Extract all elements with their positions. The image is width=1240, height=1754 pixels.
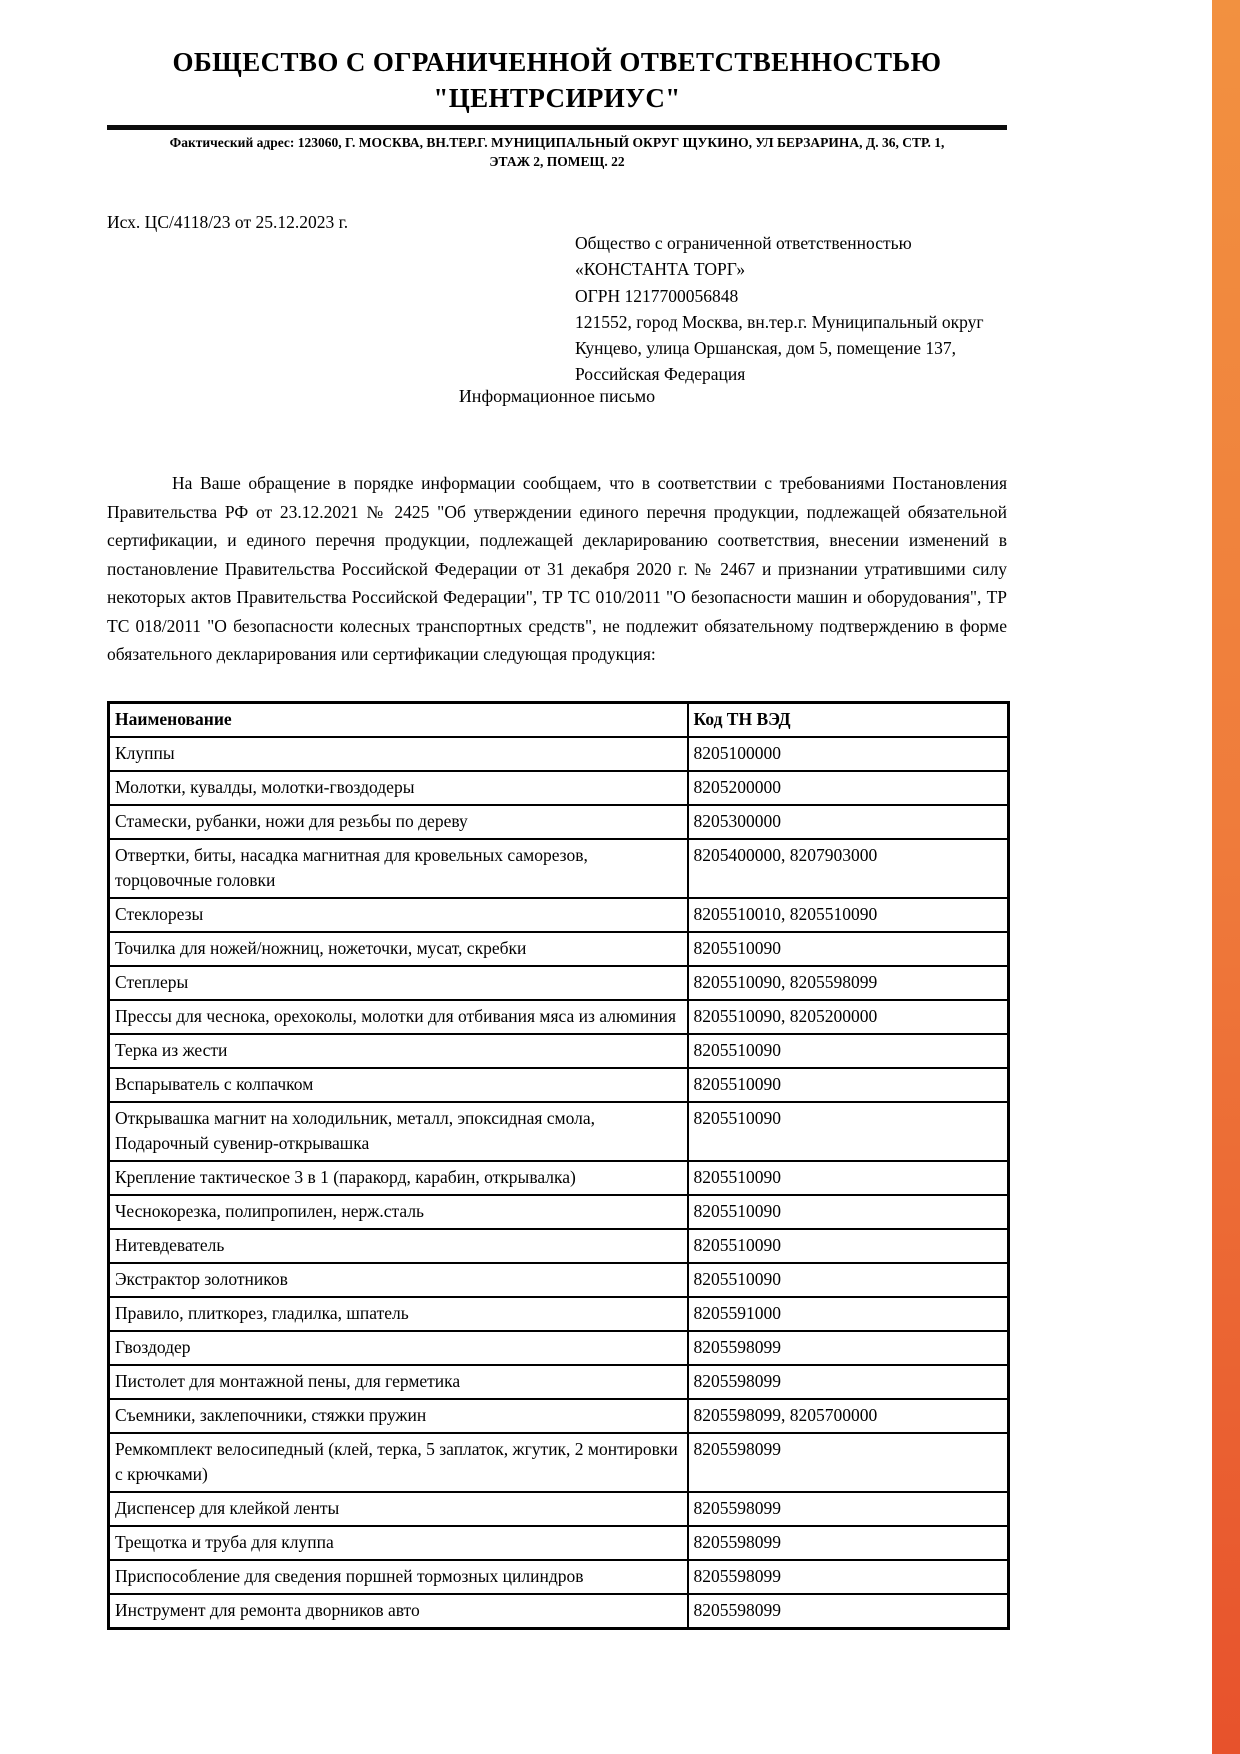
- table-row: [109, 1526, 1009, 1560]
- outgoing-reference: Исх. ЦС/4118/23 от 25.12.2023 г.: [107, 212, 349, 232]
- product-name-cell: Стамески, рубанки, ножи для резьбы по дереву: [109, 805, 688, 839]
- table-row: [109, 1560, 1009, 1594]
- table-row: [109, 805, 1009, 839]
- product-code-cell: 8205100000: [688, 737, 1009, 771]
- header-divider: [107, 125, 1007, 130]
- product-name-cell: Съемники, заклепочники, стяжки пружин: [109, 1399, 688, 1433]
- product-code-cell: 8205510090: [688, 932, 1009, 966]
- product-code-cell: 8205300000: [688, 805, 1009, 839]
- table-row: [109, 1433, 1009, 1492]
- product-name-cell: Вспарыватель с колпачком: [109, 1068, 688, 1102]
- product-code-cell: 8205510090, 8205200000: [688, 1000, 1009, 1034]
- product-code-cell: 8205598099, 8205700000: [688, 1399, 1009, 1433]
- product-code-cell: 8205510090: [688, 1161, 1009, 1195]
- product-code-cell: 8205598099: [688, 1526, 1009, 1560]
- product-name-cell: Трещотка и труба для клуппа: [109, 1526, 688, 1560]
- table-row: [109, 1229, 1009, 1263]
- product-name-cell: Открывашка магнит на холодильник, металл, эпоксидная смола, Подарочный сувенир-открывашка: [109, 1102, 688, 1161]
- product-code-cell: 8205510090: [688, 1263, 1009, 1297]
- table-row: [109, 1000, 1009, 1034]
- recipient-line: 121552, город Москва, вн.тер.г. Муниципальный округ: [575, 311, 984, 332]
- product-name-cell: Пистолет для монтажной пены, для герметика: [109, 1365, 688, 1399]
- product-name-cell: Ремкомплект велосипедный (клей, терка, 5 заплаток, жгутик, 2 монтировки с крючками): [109, 1433, 688, 1492]
- product-name-cell: Отвертки, биты, насадка магнитная для кровельных саморезов, торцовочные головки: [109, 839, 688, 898]
- product-code-cell: 8205598099: [688, 1560, 1009, 1594]
- letter-content: [107, 0, 1007, 1630]
- product-name-cell: Гвоздодер: [109, 1331, 688, 1365]
- product-name-cell: Стеклорезы: [109, 898, 688, 932]
- product-name-cell: Прессы для чеснока, орехоколы, молотки для отбивания мяса из алюминия: [109, 1000, 688, 1034]
- letter-title: Информационное письмо: [458, 386, 656, 406]
- product-name-cell: Клуппы: [109, 737, 688, 771]
- company-address: [107, 133, 1007, 172]
- recipient-line: Кунцево, улица Оршанская, дом 5, помещение 137,: [575, 338, 957, 358]
- company-address-line2: ЭТАЖ 2, ПОМЕЩ. 22: [489, 154, 625, 170]
- product-name-cell: Степлеры: [109, 966, 688, 1000]
- product-code-cell: 8205400000, 8207903000: [688, 839, 1009, 898]
- right-accent-stripe: [1212, 0, 1240, 1754]
- recipient-line: Российская Федерация: [575, 364, 746, 385]
- table-row: [109, 1034, 1009, 1068]
- product-code-cell: 8205598099: [688, 1594, 1009, 1629]
- table-row: [109, 1399, 1009, 1433]
- product-code-cell: 8205510090: [688, 1195, 1009, 1229]
- letter-body: На Ваше обращение в порядке информации сообщаем, что в соответствии с требованиями Постановления Правительства РФ от 23.12.2021 № 2425 "Об утверждении единого перечня продукции, подлежащей обязательной сертификации, и единого перечня продукции, подлежащей декларированию соответствия, внесении изменений в постановление Правительства Российской Федерации от 31 декабря 2020 г. № 2467 и признании утратившими силу некоторых актов Правительства Российской Федерации", ТР ТС 010/2011 "О безопасности машин и оборудования", ТР ТС 018/2011 "О безопасности колесных транспортных средств", не подлежит обязательному подтверждению в форме обязательного декларирования или сертификации следующая продукция:: [107, 473, 1007, 664]
- product-code-cell: 8205510090: [688, 1102, 1009, 1161]
- table-row: [109, 1365, 1009, 1399]
- table-row: [109, 932, 1009, 966]
- product-code-cell: 8205598099: [688, 1331, 1009, 1365]
- company-name-line1: ОБЩЕСТВО С ОГРАНИЧЕННОЙ ОТВЕТСТВЕННОСТЬЮ: [172, 47, 942, 77]
- table-row: [109, 771, 1009, 805]
- table-row: [109, 839, 1009, 898]
- table-row: [109, 898, 1009, 932]
- product-code-cell: 8205598099: [688, 1433, 1009, 1492]
- table-row: [109, 1594, 1009, 1629]
- product-name-cell: Нитевдеватель: [109, 1229, 688, 1263]
- table-row: [109, 966, 1009, 1000]
- table-row: [109, 1492, 1009, 1526]
- product-name-cell: Правило, плиткорез, гладилка, шпатель: [109, 1297, 688, 1331]
- product-code-cell: 8205510090, 8205598099: [688, 966, 1009, 1000]
- table-row: [109, 1331, 1009, 1365]
- letterhead: [107, 44, 1007, 172]
- product-name-cell: Точилка для ножей/ножниц, ножеточки, мусат, скребки: [109, 932, 688, 966]
- products-table: [107, 701, 1010, 1630]
- product-code-cell: 8205598099: [688, 1492, 1009, 1526]
- product-code-cell: 8205591000: [688, 1297, 1009, 1331]
- table-header-row: [109, 702, 1009, 737]
- recipient-line: ОГРН 1217700056848: [575, 285, 739, 306]
- column-header-code: Код ТН ВЭД: [688, 702, 1009, 737]
- product-name-cell: Терка из жести: [109, 1034, 688, 1068]
- product-code-cell: 8205510010, 8205510090: [688, 898, 1009, 932]
- product-name-cell: Экстрактор золотников: [109, 1263, 688, 1297]
- product-name-cell: Молотки, кувалды, молотки-гвоздодеры: [109, 771, 688, 805]
- letter-meta: [107, 212, 1007, 385]
- products-table-body: [109, 737, 1009, 1629]
- table-row: [109, 1195, 1009, 1229]
- table-row: [109, 1297, 1009, 1331]
- table-row: [109, 1263, 1009, 1297]
- product-code-cell: 8205510090: [688, 1229, 1009, 1263]
- product-code-cell: 8205510090: [688, 1034, 1009, 1068]
- table-row: [109, 1102, 1009, 1161]
- product-name-cell: Чеснокорезка, полипропилен, нерж.сталь: [109, 1195, 688, 1229]
- recipient-line: Общество с ограниченной ответственностью: [575, 233, 912, 253]
- table-row: [109, 1068, 1009, 1102]
- product-name-cell: Приспособление для сведения поршней тормозных цилиндров: [109, 1560, 688, 1594]
- table-row: [109, 1161, 1009, 1195]
- product-name-cell: Диспенсер для клейкой ленты: [109, 1492, 688, 1526]
- company-address-line1: Фактический адрес: 123060, Г. МОСКВА, ВН.ТЕР.Г. МУНИЦИПАЛЬНЫЙ ОКРУГ ЩУКИНО, УЛ БЕРЗАРИНА, Д. 36, СТР. 1,: [169, 134, 945, 150]
- product-name-cell: Инструмент для ремонта дворников авто: [109, 1594, 688, 1629]
- product-name-cell: Крепление тактическое 3 в 1 (паракорд, карабин, открывалка): [109, 1161, 688, 1195]
- column-header-name: Наименование: [109, 702, 688, 737]
- recipient-block: [575, 230, 1015, 388]
- table-row: [109, 737, 1009, 771]
- recipient-line: «КОНСТАНТА ТОРГ»: [575, 259, 746, 280]
- company-name: [107, 44, 1007, 117]
- product-code-cell: 8205200000: [688, 771, 1009, 805]
- product-code-cell: 8205510090: [688, 1068, 1009, 1102]
- product-code-cell: 8205598099: [688, 1365, 1009, 1399]
- company-name-line2: "ЦЕНТРСИРИУС": [433, 83, 681, 114]
